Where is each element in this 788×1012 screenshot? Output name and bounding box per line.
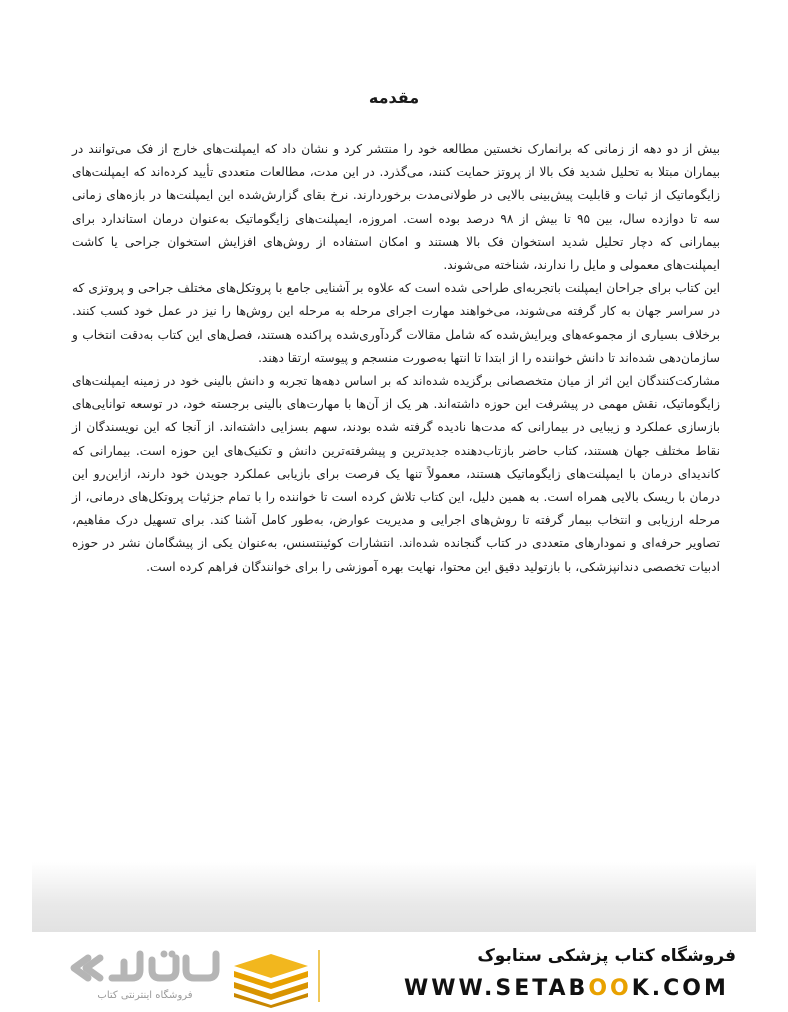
- footer-divider: [318, 950, 320, 1002]
- store-url[interactable]: [404, 976, 729, 1001]
- store-url-part-1: WWW.SETAB: [404, 976, 589, 1001]
- body-text: [72, 138, 720, 579]
- paragraph-2: این کتاب برای جراحان ایمپلنت باتجربه‌ای طراحی شده است که علاوه بر آشنایی جامع با پروتکل‌های مختلف جراحی و پروتزی که در سراسر جهان به کار گرفته می‌شوند، می‌خواهند مهارت اجرای مرحله به مرحله این روش‌ها را نیز در عمل خود کسب کنند. برخلاف بسیاری از مجموعه‌های ویرایش‌شده که شامل مقالات گردآوری‌شده پراکنده هستند، فصل‌های این کتاب به‌دقت انتخاب و سازمان‌دهی شده‌اند تا دانش خواننده را از ابتدا تا انتها به‌صورت منسجم و پیوسته ارتقا دهند.: [72, 281, 720, 365]
- paragraph-1: بیش از دو دهه از زمانی که برانمارک نخستین مطالعه خود را منتشر کرد و نشان داد که ایمپلنت‌های خارج از فک می‌توانند در بیماران مبتلا به تحلیل شدید فک بالا از پروتز حمایت کنند، می‌گذرد. در این مدت، مطالعات متعددی تأیید کرده‌اند که ایمپلنت‌های زایگوماتیک از ثبات و قابلیت پیش‌بینی بالایی در طولانی‌مدت برخوردارند. نرخ بقای گزارش‌شده این ایمپلنت‌ها در بازه‌های زمانی سه تا دوازده سال، بین ۹۵ تا بیش از ۹۸ درصد بوده است. امروزه، ایمپلنت‌های زایگوماتیک به‌عنوان درمان استاندارد برای بیمارانی که دچار تحلیل شدید استخوان فک بالا هستند و امکان استفاده از روش‌های افزایش استخوان جراحی یا کاشت ایمپلنت‌های معمولی و مایل را ندارند، شناخته می‌شوند.: [72, 142, 720, 273]
- store-name: فروشگاه کتاب پزشکی ستابوک: [477, 946, 736, 966]
- store-url-part-2: K.COM: [631, 976, 729, 1001]
- logo-subtitle: فروشگاه اینترنتی کتاب: [97, 990, 193, 1001]
- page-bottom-shadow: [32, 862, 756, 932]
- page-title: مقدمه: [368, 88, 420, 107]
- paragraph-3: مشارکت‌کنندگان این اثر از میان متخصصانی برگزیده شده‌اند که بر اساس دهه‌ها تجربه و دانش بالینی خود در زمینه ایمپلنت‌های زایگوماتیک، نقش مهمی در پیشرفت این حوزه داشته‌اند. هر یک از آن‌ها با مهارت‌های بالینی برجسته خود، در توسعه توانایی‌های بازسازی عملکرد و زیبایی در بیمارانی که مدت‌ها نادیده گرفته شده بودند، سهم بسزایی داشته‌اند. از آنجا که این نویسندگان از نقاط مختلف جهان هستند، کتاب حاضر بازتاب‌دهنده جدیدترین و پیشرفته‌ترین دانش و تکنیک‌های این حوزه است. بیمارانی که کاندیدای درمان با ایمپلنت‌های زایگوماتیک هستند، معمولاً تنها یک فرصت برای بازیابی عملکرد جویدن خود دارند، ازاین‌رو این درمان با ریسک بالایی همراه است. به همین دلیل، این کتاب تلاش کرده است تا خواننده را با تمام جزئیات پروتکل‌های درمانی، از مرحله ارزیابی و انتخاب بیمار گرفته تا روش‌های اجرایی و مدیریت عوارض، به‌طور کامل آشنا کند. برای تسهیل درک مفاهیم، تصاویر حرفه‌ای و نمودارهای متعددی در کتاب گنجانده شده‌اند. انتشارات کوئینتسنس، به‌عنوان یکی از پیشگامان نشر در حوزه ادبیات تخصصی دندانپزشکی، با بازتولید دقیق این محتوا، نهایت بهره آموزشی را برای خوانندگان فراهم کرده است.: [72, 374, 720, 574]
- book-stack-logo-icon: [232, 952, 310, 1008]
- store-url-accent: OO: [588, 976, 632, 1001]
- setabook-wordmark-icon: [66, 948, 226, 988]
